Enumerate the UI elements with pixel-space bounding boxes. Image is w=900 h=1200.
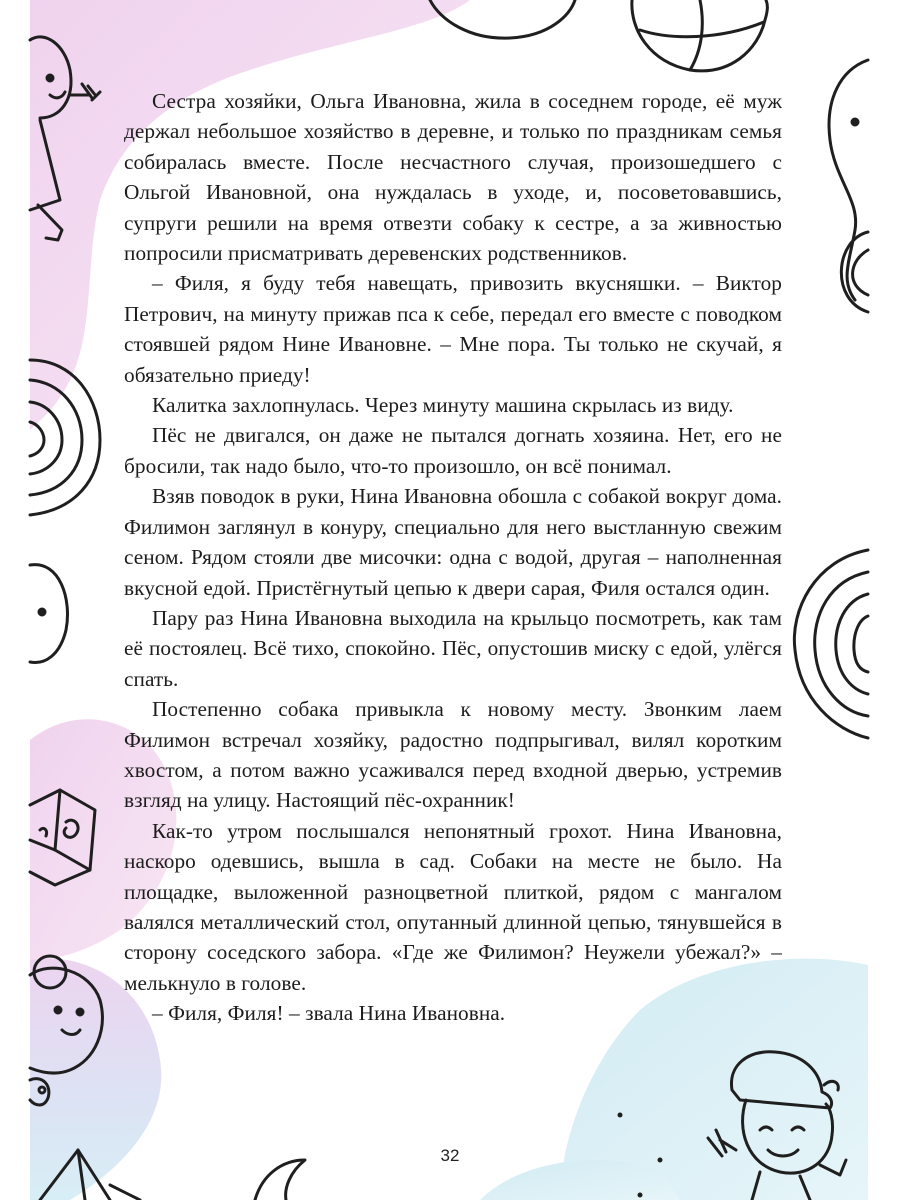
ball-doodle-icon: [632, 0, 768, 71]
page-number: 32: [440, 1146, 460, 1165]
paragraph: Пёс не двигался, он даже не пытался догнать хозяина. Нет, его не бросили, так надо было, что-то произошло, он всё понимал.: [124, 423, 782, 478]
teddy-bear-doodle-icon: [30, 956, 102, 1105]
target-circles-doodle-icon: [30, 360, 100, 515]
paragraph: Постепенно собака привыкла к новому месту. Звонким лаем Филимон встречал хозяйку, радостно подпрыгивал, вилял коротким хвостом, а потом важно усаживался перед входной дверью, устремив взгляд на улицу. Настоящий пёс-охранник!: [124, 697, 782, 813]
paragraph: Пару раз Нина Ивановна выходила на крыльцо посмотреть, как там её постоялец. Всё тихо, спокойно. Пёс, опустошив миску с едой, улёгся спать.: [124, 605, 782, 691]
girl-doodle-icon: [30, 37, 100, 240]
moon-face-doodle-icon: [30, 565, 68, 663]
paragraph: – Филя, Филя! – звала Нина Ивановна.: [152, 1001, 506, 1026]
balloon-doodle-icon: [430, 0, 575, 38]
decorative-dots: [618, 1113, 723, 1200]
paper-boat-doodle-icon: [40, 1150, 140, 1200]
paragraph: Взяв поводок в руки, Нина Ивановна обошла с собакой вокруг дома. Филимон заглянул в конуру, специально для него выстланную свежим сеном. Рядом стояли две мисочки: одна с водой, другая – наполненная вкусной едой. Пристёгнутый цепью к двери сарая, Филя остался один.: [124, 484, 782, 600]
boy-with-cap-doodle-icon: [708, 1052, 846, 1200]
crescent-moon-doodle-icon: [255, 1160, 305, 1200]
paragraph: Сестра хозяйки, Ольга Ивановна, жила в соседнем городе, её муж держал небольшое хозяйство в деревне, и только по праздникам семья собиралась вместе. После несчастного случая, произошедшего с Ольгой Ивановной, она нуждалась в уходе, и, посоветовавшись, супруги решили на время отвезти собаку к сестре, а за живностью попросили присматривать деревенских родственников.: [124, 89, 782, 266]
target-circles-right-doodle-icon: [794, 550, 868, 738]
paragraph: Как-то утром послышался непонятный грохот. Нина Ивановна, наскоро одевшись, вышла в сад. Собаки на месте не было. На площадке, выложенной разноцветной плиткой, рядом с мангалом валялся металлический стол, опутанный длинной цепью, тянувшейся в сторону соседского забора. «Где же Филимон? Неужели убежал?» – мелькнуло в голове.: [124, 818, 782, 995]
toy-block-doodle-icon: [30, 790, 95, 885]
paragraph: Калитка захлопнулась. Через минуту машина скрылась из виду.: [152, 393, 734, 418]
story-text: [124, 86, 782, 1029]
ghost-doodle-icon: [829, 60, 868, 300]
paragraph: – Филя, я буду тебя навещать, привозить вкусняшки. – Виктор Петрович, на минуту прижав пса к себе, передал его вместе с поводком стоявшей рядом Нине Ивановне. – Мне пора. Ты только не скучай, я обязательно приеду!: [124, 271, 782, 387]
